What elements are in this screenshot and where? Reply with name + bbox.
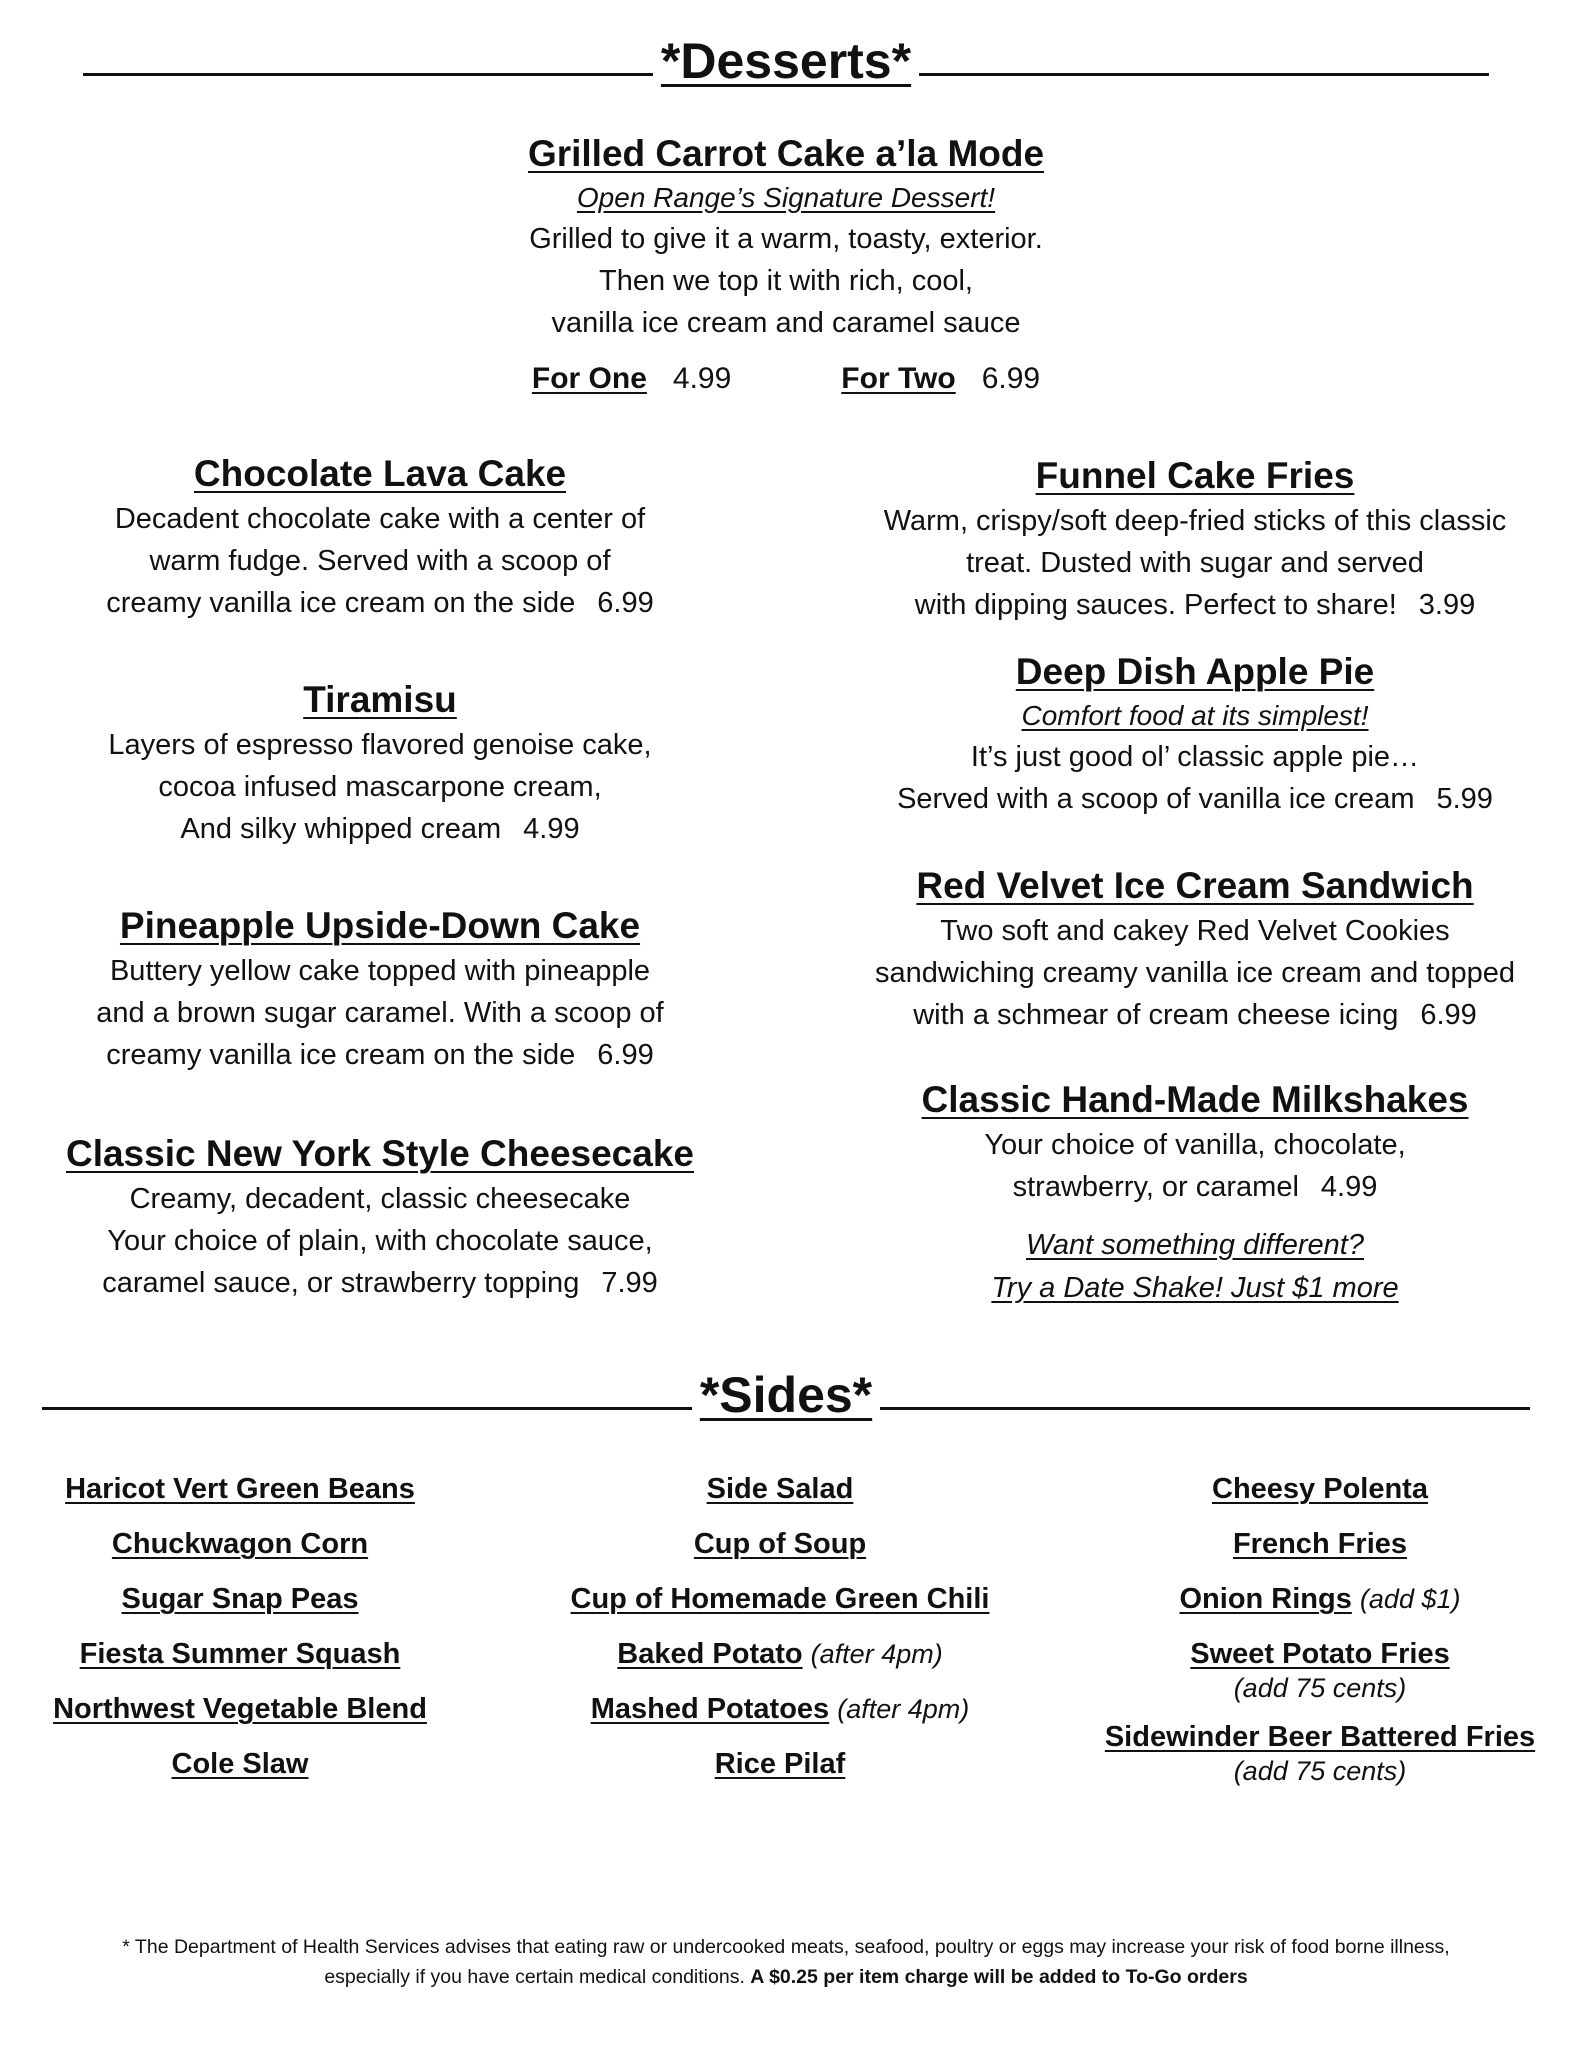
item-price: 6.99 — [1420, 999, 1477, 1031]
item-desc-line: Two soft and cakey Red Velvet Cookies — [940, 915, 1450, 947]
menu-item-funnel-cake-fries — [830, 452, 1560, 626]
item-desc-line: Grilled to give it a warm, toasty, exterior. — [529, 223, 1043, 255]
side-item: Haricot Vert Green Beans — [65, 1473, 415, 1505]
to-go-charge-note: A $0.25 per item charge will be added to To-Go orders — [750, 1966, 1248, 1988]
health-disclaimer — [0, 1932, 1572, 1992]
sides-title: *Sides* — [699, 1367, 873, 1423]
side-item: Fiesta Summer Squash — [79, 1638, 401, 1670]
item-desc-line: It’s just good ol’ classic apple pie… — [970, 741, 1420, 773]
disclaimer-line-1: * The Department of Health Services advises that eating raw or undercooked meats, seafood, poultry or eggs may increase your risk of food borne illness, — [122, 1936, 1450, 1958]
side-item-note: (add 75 cents) — [1233, 1673, 1407, 1703]
item-price: 5.99 — [1436, 783, 1493, 815]
item-desc-line: and a brown sugar caramel. With a scoop of — [96, 997, 664, 1029]
side-item: Baked Potato (after 4pm) — [617, 1638, 943, 1670]
item-desc-line: Your choice of vanilla, chocolate, — [984, 1129, 1406, 1161]
side-item: French Fries — [1232, 1528, 1408, 1560]
item-tagline: Comfort food at its simplest! — [1021, 700, 1369, 731]
side-item: Sugar Snap Peas — [121, 1583, 359, 1615]
item-tagline: Open Range’s Signature Dessert! — [576, 182, 996, 213]
disclaimer-line-2: especially if you have certain medical conditions. A $0.25 per item charge will be added to To-Go orders — [324, 1966, 1248, 1988]
side-item: Cheesy Polenta — [1212, 1473, 1428, 1505]
item-name: Pineapple Upside-Down Cake — [119, 905, 641, 946]
item-price: 7.99 — [601, 1267, 658, 1299]
item-name: Grilled Carrot Cake a’la Mode — [527, 133, 1045, 174]
date-shake-note — [830, 1224, 1560, 1310]
item-price: 3.99 — [1418, 589, 1476, 621]
item-name: Tiramisu — [303, 679, 457, 720]
menu-item-milkshakes — [830, 1076, 1560, 1208]
side-item: Sidewinder Beer Battered Fries — [1104, 1721, 1536, 1753]
side-item: Side Salad — [706, 1473, 854, 1505]
side-item: Rice Pilaf — [714, 1748, 846, 1780]
item-price: 4.99 — [1320, 1171, 1378, 1203]
note-line: Want something different? — [1026, 1229, 1364, 1261]
item-desc-line: Layers of espresso flavored genoise cake, — [108, 729, 652, 761]
side-item: Northwest Vegetable Blend — [53, 1693, 427, 1725]
item-desc-line: sandwiching creamy vanilla ice cream and topped — [875, 957, 1515, 989]
note-line: Try a Date Shake! Just $1 more — [991, 1272, 1399, 1304]
item-desc-line: Buttery yellow cake topped with pineapple — [109, 955, 651, 987]
side-item: Onion Rings (add $1) — [1179, 1583, 1461, 1615]
side-item: Chuckwagon Corn — [111, 1528, 369, 1560]
item-desc-line: Served with a scoop of vanilla ice cream 5.99 — [897, 783, 1493, 815]
header-rule-right — [880, 1407, 1530, 1410]
signature-size-prices — [0, 362, 1572, 396]
side-item-note: (add 75 cents) — [1233, 1756, 1407, 1786]
item-name: Chocolate Lava Cake — [193, 453, 567, 494]
side-item: Cup of Soup — [693, 1528, 867, 1560]
menu-item-ny-cheesecake — [30, 1130, 730, 1304]
item-desc-line: creamy vanilla ice cream on the side 6.99 — [106, 587, 654, 619]
for-two-option: For Two 6.99 — [841, 362, 1041, 395]
desserts-header — [0, 33, 1572, 89]
side-item: Cole Slaw — [171, 1748, 309, 1780]
item-desc-line: Creamy, decadent, classic cheesecake — [129, 1183, 631, 1215]
header-rule-left — [83, 73, 653, 76]
sides-column-1 — [20, 1462, 460, 1792]
item-name: Classic New York Style Cheesecake — [65, 1133, 694, 1174]
item-name: Red Velvet Ice Cream Sandwich — [916, 865, 1474, 906]
item-desc-line: treat. Dusted with sugar and served — [966, 547, 1424, 579]
sides-column-3 — [1090, 1462, 1550, 1793]
item-desc-line: caramel sauce, or strawberry topping 7.99 — [102, 1267, 658, 1299]
item-desc-line: Your choice of plain, with chocolate sauce, — [107, 1225, 653, 1257]
item-name: Funnel Cake Fries — [1035, 455, 1355, 496]
header-rule-right — [919, 73, 1489, 76]
item-desc-line: And silky whipped cream 4.99 — [180, 813, 580, 845]
side-item: Cup of Homemade Green Chili — [570, 1583, 990, 1615]
for-one-option: For One 4.99 — [531, 362, 732, 395]
menu-item-pineapple-upside-down-cake — [30, 902, 730, 1076]
item-desc-line: Decadent chocolate cake with a center of — [114, 503, 646, 535]
menu-item-red-velvet-sandwich — [830, 862, 1560, 1036]
side-item: Mashed Potatoes (after 4pm) — [590, 1693, 970, 1725]
menu-item-tiramisu — [30, 676, 730, 850]
menu-item-chocolate-lava-cake — [30, 450, 730, 624]
menu-item-deep-dish-apple-pie — [830, 648, 1560, 820]
item-desc-line: Warm, crispy/soft deep-fried sticks of this classic — [883, 505, 1507, 537]
header-rule-left — [42, 1407, 692, 1410]
item-desc-line: vanilla ice cream and caramel sauce — [551, 307, 1021, 339]
sides-header — [0, 1367, 1572, 1423]
item-desc-line: warm fudge. Served with a scoop of — [149, 545, 611, 577]
item-desc-line: with a schmear of cream cheese icing 6.99 — [913, 999, 1477, 1031]
item-name: Deep Dish Apple Pie — [1015, 651, 1375, 692]
item-price: 4.99 — [523, 813, 580, 845]
item-desc-line: creamy vanilla ice cream on the side 6.99 — [106, 1039, 654, 1071]
desserts-title: *Desserts* — [660, 33, 912, 89]
item-desc-line: with dipping sauces. Perfect to share! 3.99 — [914, 589, 1476, 621]
side-item: Sweet Potato Fries — [1190, 1638, 1450, 1670]
sides-column-2 — [530, 1462, 1030, 1792]
item-desc-line: cocoa infused mascarpone cream, — [158, 771, 602, 803]
item-price: 6.99 — [597, 587, 654, 619]
item-price: 6.99 — [597, 1039, 654, 1071]
signature-dessert — [286, 130, 1286, 344]
item-desc-line: strawberry, or caramel 4.99 — [1012, 1171, 1378, 1203]
item-desc-line: Then we top it with rich, cool, — [599, 265, 973, 297]
item-name: Classic Hand-Made Milkshakes — [921, 1079, 1469, 1120]
